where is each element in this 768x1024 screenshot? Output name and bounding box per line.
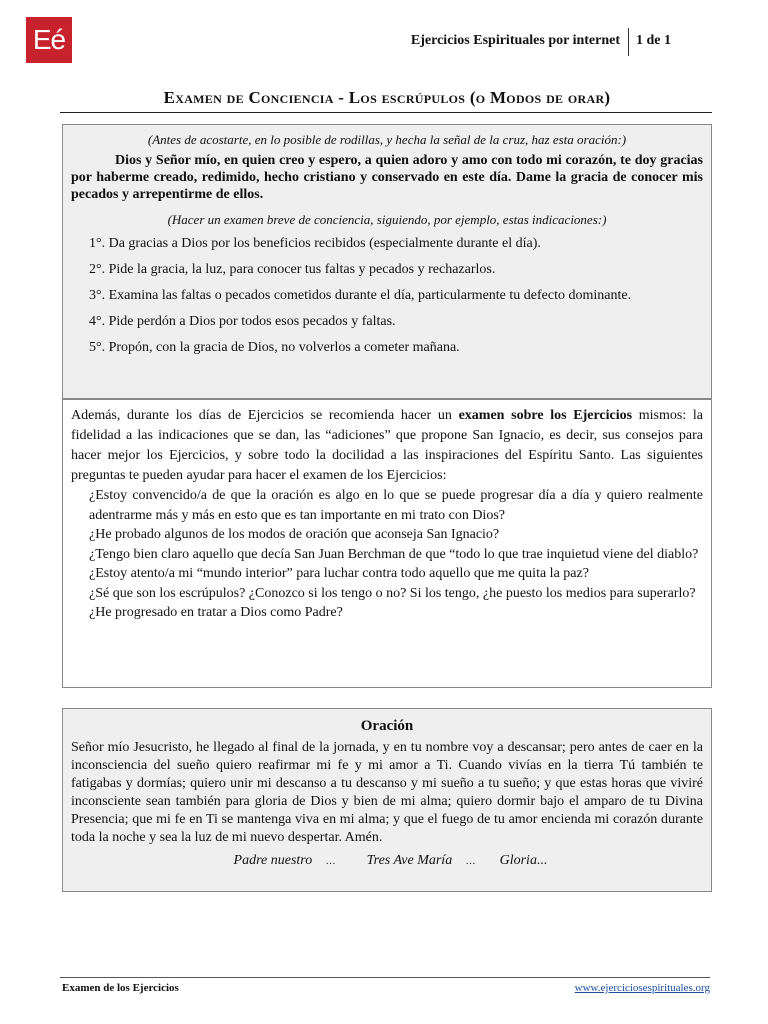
closing-prayers: Padre nuestro … Tres Ave María … Gloria...	[233, 853, 548, 868]
list-item: ¿Sé que son los escrúpulos? ¿Conozco si los tengo o no? Si los tengo, ¿he puesto los medios para superarlo?	[89, 585, 696, 601]
list-item: ¿He progresado en tratar a Dios como Padre?	[89, 605, 343, 620]
prayer-box	[62, 708, 712, 892]
header-title: Ejercicios Espirituales por internet	[410, 33, 620, 48]
footer-divider	[60, 977, 710, 978]
header-separator	[628, 28, 629, 56]
exercises-review-box	[62, 399, 712, 688]
page-title: Examen de Conciencia - Los escrúpulos (o Modos de orar)	[163, 88, 611, 107]
list-item: ¿Estoy atento/a mi “mundo interior” para luchar contra todo aquello que me quita la paz?	[89, 566, 589, 581]
list-item: ¿He probado algunos de los modos de oración que aconseja San Ignacio?	[89, 527, 500, 542]
instruction-note: (Antes de acostarte, en lo posible de rodillas, y hecha la señal de la cruz, haz esta oración:)	[147, 132, 627, 147]
list-item: 2°. Pide la gracia, la luz, para conocer tus faltas y pecados y rechazarlos.	[89, 262, 496, 277]
list-item: ¿Estoy convencido/a de que la oración es algo en lo que se puede progresar día a día y quiero realmente adentrarme más y más en esto que es tan importante en mi trato con Dios?	[89, 488, 703, 523]
logo: Eé	[26, 17, 72, 63]
footer-title: Examen de los Ejercicios	[62, 982, 179, 994]
examen-box	[62, 124, 712, 399]
opening-prayer: Dios y Señor mío, en quien creo y espero, a quien adoro y amo con todo mi corazón, te doy gracias por haberme creado, redimido, hecho cristiano y conservado en este día. Dame la gracia de conocer mis pecados y arrepentirme de ellos.	[71, 153, 703, 202]
steps-list	[71, 234, 703, 358]
list-item: ¿Tengo bien claro aquello que decía San Juan Berchman de que “todo lo que trae inquietud viene del diablo?	[89, 546, 699, 562]
list-item: 3°. Examina las faltas o pecados cometidos durante el día, particularmente tu defecto dominante.	[89, 288, 632, 303]
list-item: 5°. Propón, con la gracia de Dios, no volverlos a cometer mañana.	[89, 340, 460, 355]
prayer-heading: Oración	[360, 718, 414, 734]
list-item: 1°. Da gracias a Dios por los beneficios recibidos (especialmente durante el día).	[89, 236, 541, 251]
page-number: 1 de 1	[636, 33, 671, 48]
title-divider	[60, 112, 712, 113]
prayer-text: Señor mío Jesucristo, he llegado al final de la jornada, y en tu nombre voy a descansar; pero antes de caer en la inconsciencia del sueño quiero reafirmar mi fe y mi amor a Ti. Cuando vivías en la tierra Tú también te fatigabas y dormías; quiero unir mi descanso a tu descanso y mi sueño a tu sueño; y que estas horas que viviré inconsciente sean también para gloria de Dios y bien de mi alma; quiero dormir bajo el amparo de tu Divina Presencia; que mi fe en Ti se mantenga viva en mi alma; y que el fuego de tu amor encienda mi corazón durante toda la noche y sea la luz de mi nuevo despertar. Amén.	[71, 740, 703, 845]
list-item: 4°. Pide perdón a Dios por todos esos pecados y faltas.	[89, 314, 396, 329]
website-link[interactable]: www.ejerciciosespirituales.org	[574, 982, 710, 994]
intro-paragraph: Además, durante los días de Ejercicios se recomienda hacer un examen sobre los Ejercicios mismos: la fidelidad a las indicaciones que se dan, las “adiciones” que propone San Ignacio, es decir, sus consejos para hacer mejor los Ejercicios, y sobre todo la docilidad a las inspiraciones del Espíritu Santo. Las siguientes preguntas te pueden ayudar para hacer el examen de los Ejercicios:	[71, 408, 704, 483]
instruction-note-2: (Hacer un examen breve de conciencia, siguiendo, por ejemplo, estas indicaciones:)	[167, 212, 607, 227]
